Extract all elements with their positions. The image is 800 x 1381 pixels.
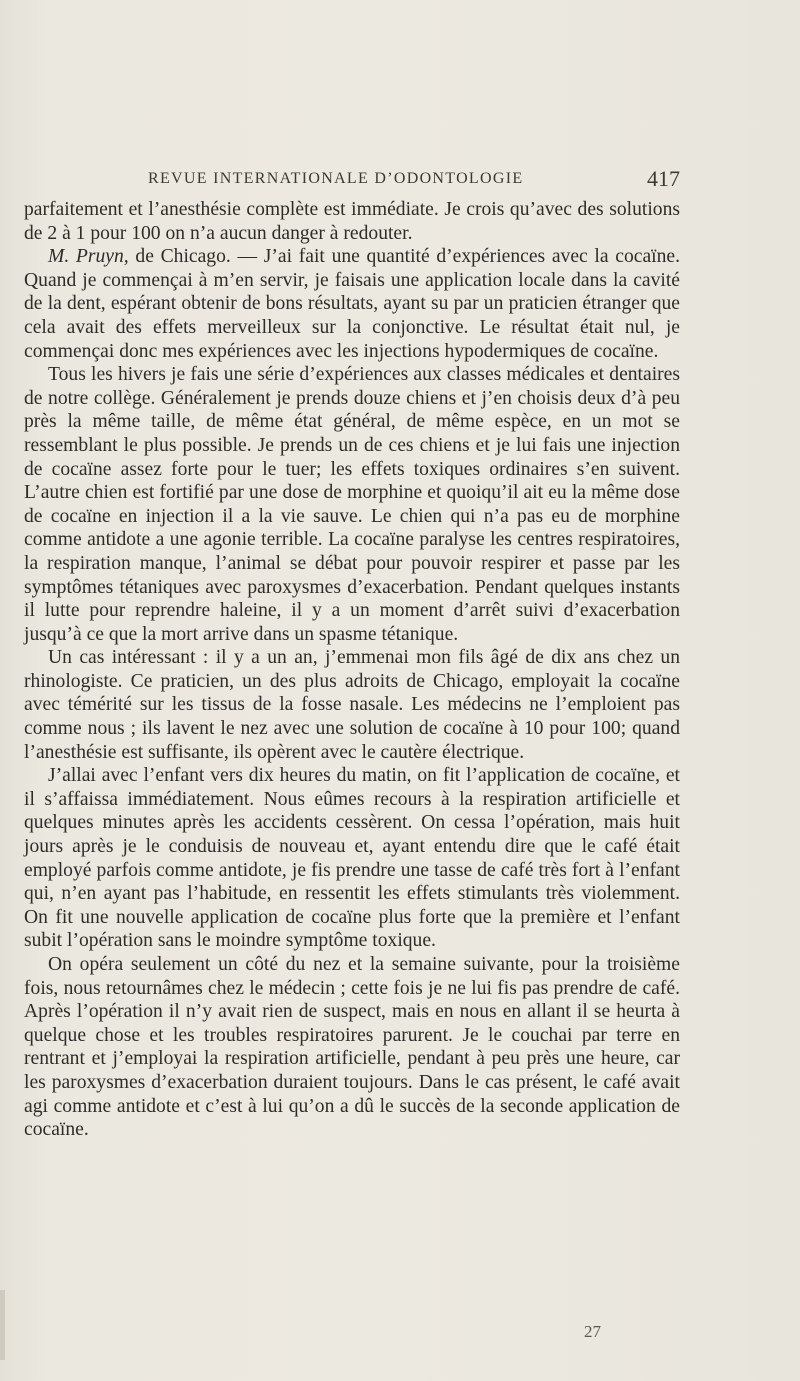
- running-header: [148, 166, 680, 196]
- journal-title: REVUE INTERNATIONALE D’ODONTOLOGIE: [148, 170, 524, 187]
- paragraph-first-visit: J’allai avec l’enfant vers dix heures du matin, on fit l’application de cocaïne, et il s’affaissa immédiatement. Nous eûmes recours à la respiration artificielle et quelques minutes après les accidents cessèrent. On cessa l’opération, mais huit jours après je le conduisis de nouveau et, ayant entendu dire que le café était employé parfois comme antidote, je fis prendre une tasse de café très fort à l’enfant qui, n’en ayant pas l’habitude, en ressentit les effets stimulants très violemment. On fit une nouvelle application de cocaïne plus forte que la première et l’enfant subit l’opération sans le moindre symptôme toxique.: [24, 765, 680, 952]
- speaker-name: M. Pruyn,: [48, 246, 129, 268]
- paragraph-third-visit: On opéra seulement un côté du nez et la semaine suivante, pour la troisième fois, nous retournâmes chez le médecin ; cette fois je ne lui fis pas prendre de café. Après l’opération il n’y avait rien de suspect, mais en nous en allant il se heurta à quelque chose et les troubles respiratoires parurent. Je le couchai par terre en rentrant et j’employai la respiration artificielle, pendant à peu près une heure, car les paroxysmes d’exacerbation duraient toujours. Dans le cas présent, le café avait agi comme antidote et c’est à lui qu’on a dû le succès de la seconde application de cocaïne.: [24, 954, 680, 1141]
- paragraph-continuation: parfaitement et l’anesthésie complète est immédiate. Je crois qu’avec des solutions de 2 à 1 pour 100 on n’a aucun danger à redouter.: [24, 199, 680, 244]
- page-number: 417: [647, 166, 680, 191]
- paragraph-experiments: Tous les hivers je fais une série d’expériences aux classes médicales et dentaires de notre collège. Généralement je prends douze chiens et j’en choisis deux d’à peu près la même taille, de même état général, de même espèce, en un mot se ressemblant le plus possible. Je prends un de ces chiens et je lui fais une injection de cocaïne assez forte pour le tuer; les effets toxiques ordinaires s’en suivent. L’autre chien est fortifié par une dose de morphine et quoiqu’il ait eu la même dose de cocaïne en injection il a la vie sauve. Le chien qui n’a pas eu de morphine comme antidote a une agonie terrible. La cocaïne paralyse les centres respiratoires, la respiration manque, l’animal se débat pour pouvoir respirer et passe par les symptômes tétaniques avec paroxysmes d’exacerbation. Pendant quelques instants il lutte pour reprendre haleine, il y a un moment d’arrêt suivi d’exacerbation jusqu’à ce que la mort arrive dans un spasme tétanique.: [24, 364, 680, 645]
- paragraph-case: Un cas intéressant : il y a un an, j’emmenai mon fils âgé de dix ans chez un rhinologiste. Ce praticien, un des plus adroits de Chicago, employait la cocaïne avec témérité sur les tissus de la fosse nasale. Les médecins ne l’emploient pas comme nous ; ils lavent le nez avec une solution de cocaïne à 10 pour 100; quand l’anesthésie est suffisante, ils opèrent avec le cautère électrique.: [24, 647, 680, 763]
- binding-edge: [0, 1290, 5, 1360]
- article-body: [24, 198, 680, 1142]
- paragraph-speaker-pruyn: [24, 245, 680, 363]
- paragraph-text: de Chicago. — J’ai fait une quantité d’expériences avec la cocaïne. Quand je commençai à m’en servir, je faisais une application locale dans la cavité de la dent, espérant obtenir de bons résultats, ayant su par un praticien étranger que cela avait des effets merveilleux sur la conjonctive. Le résultat était nul, je commençai donc mes expériences avec les injections hypodermiques de cocaïne.: [24, 246, 680, 362]
- signature-mark: 27: [584, 1322, 601, 1341]
